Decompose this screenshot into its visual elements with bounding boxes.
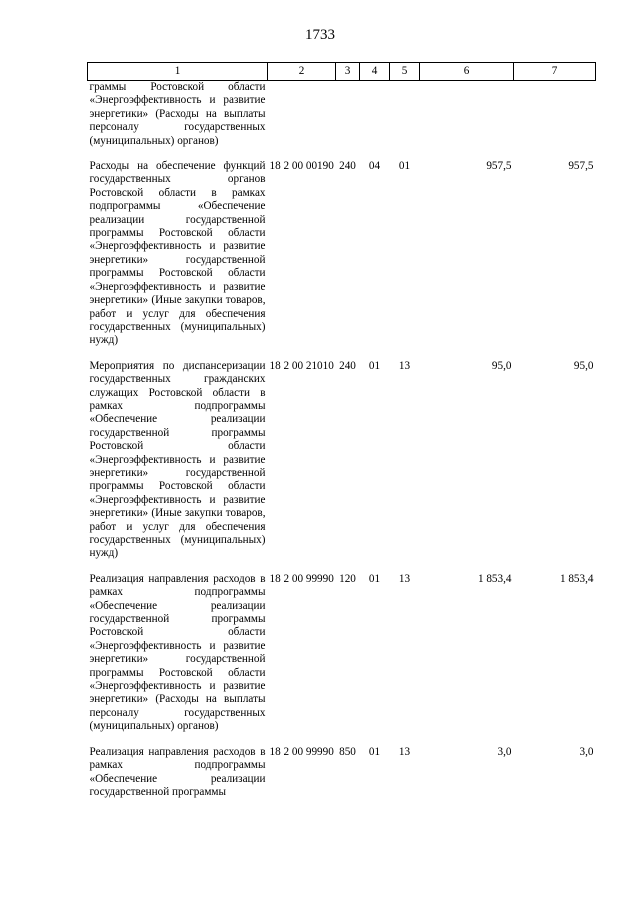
table-row <box>88 734 596 800</box>
row-amount-2: 3,0 <box>579 745 594 758</box>
row-subsection: 13 <box>398 359 411 372</box>
row-amount-2: 957,5 <box>568 160 594 173</box>
row-amount-1 <box>420 81 514 149</box>
row-expense-type: 120 <box>339 572 356 585</box>
row-expense-type: 850 <box>339 745 356 758</box>
row-amount-2: 1 853,4 <box>559 572 594 585</box>
row-amount-1: 1 853,4 <box>477 572 512 585</box>
row-target-code: 18 2 00 99990 <box>269 745 334 758</box>
row-subsection: 01 <box>398 160 411 173</box>
row-amount-1: 3,0 <box>497 745 512 758</box>
row-section: 04 <box>368 160 381 173</box>
row-expense-type: 240 <box>339 359 356 372</box>
row-subsection <box>390 81 420 149</box>
row-name: граммы Ростовской области «Энергоэффективность и развитие энергетики» (Расходы на выплаты персоналу государственных (муниципальных) органов) <box>89 81 266 147</box>
row-name: Реализация направления расходов в рамках подпрограммы «Обеспечение реализации государственной программы <box>89 745 266 798</box>
row-section: 01 <box>368 572 381 585</box>
row-name: Реализация направления расходов в рамках подпрограммы «Обеспечение реализации государственной программы Ростовской области «Энергоэффективность и развитие энергетики» государственной программы Ростовской области «Энергоэффективность и развитие энергетики» (Расходы на выплаты персоналу государственных (муниципальных) органов) <box>89 572 266 733</box>
row-name: Мероприятия по диспансеризации государственных гражданских служащих Ростовской области в рамках подпрограммы «Обеспечение реализации государственной программы Ростовской области «Энергоэффективность и развитие энергетики» государственной программы Ростовской области «Энергоэффективность и развитие энергетики» (Иные закупки товаров, работ и услуг для обеспечения государственных (муниципальных) нужд) <box>89 359 266 560</box>
column-header-2: 2 <box>268 63 336 81</box>
row-amount-2 <box>514 81 596 149</box>
row-target-code <box>268 81 336 149</box>
column-header-7: 7 <box>514 63 596 81</box>
table-row <box>88 561 596 734</box>
row-amount-2: 95,0 <box>573 359 594 372</box>
row-section <box>360 81 390 149</box>
row-target-code: 18 2 00 21010 <box>269 359 334 372</box>
column-header-5: 5 <box>390 63 420 81</box>
column-header-3: 3 <box>336 63 360 81</box>
column-header-4: 4 <box>360 63 390 81</box>
row-subsection: 13 <box>398 572 411 585</box>
row-section: 01 <box>368 359 381 372</box>
row-target-code: 18 2 00 00190 <box>269 160 334 173</box>
table-row <box>88 348 596 561</box>
row-amount-1: 95,0 <box>491 359 512 372</box>
header-row <box>88 63 596 81</box>
column-header-1: 1 <box>88 63 268 81</box>
row-target-code: 18 2 00 99990 <box>269 572 334 585</box>
row-expense-type: 240 <box>339 160 356 173</box>
table-row <box>88 81 596 149</box>
row-expense-type <box>336 81 360 149</box>
row-section: 01 <box>368 745 381 758</box>
row-name: Расходы на обеспечение функций государственных органов Ростовской области в рамках подпрограммы «Обеспечение реализации государственной программы Ростовской области «Энергоэффективность и развитие энергетики» государственной программы Ростовской области «Энергоэффективность и развитие энергетики» (Иные закупки товаров, работ и услуг для обеспечения государственных (муниципальных) нужд) <box>89 160 266 347</box>
row-subsection: 13 <box>398 745 411 758</box>
column-header-6: 6 <box>420 63 514 81</box>
table-row <box>88 148 596 348</box>
budget-table <box>87 62 596 799</box>
page-number: 1733 <box>305 27 335 43</box>
row-amount-1: 957,5 <box>486 160 512 173</box>
